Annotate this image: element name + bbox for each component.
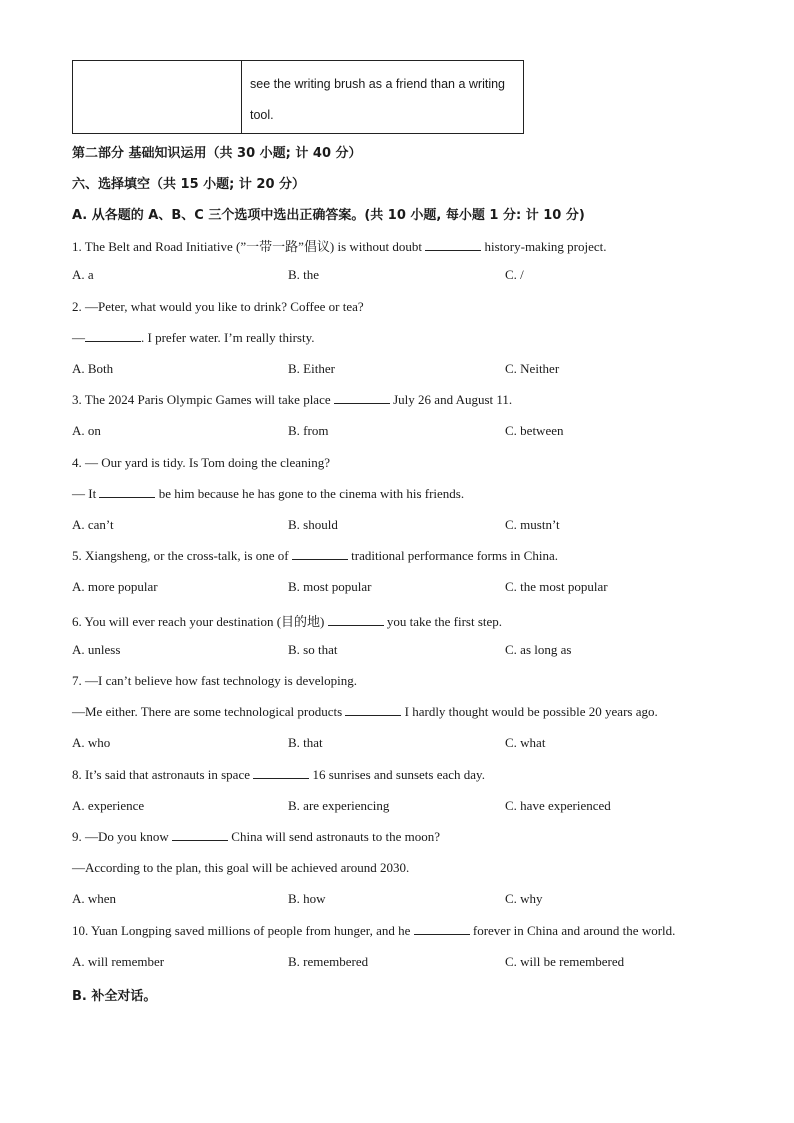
question-2-line1: 2. —Peter, what would you like to drink? Coffee or tea? [72, 299, 364, 314]
question-9-stem: —According to the plan, this goal will be achieved around 2030. [72, 860, 410, 875]
sectionB-heading: B. 补全对话。 [72, 989, 157, 1004]
table-cell-empty [73, 61, 242, 134]
question-8-option-c: C. have experienced [505, 798, 611, 813]
question-1-option-a: A. a [72, 267, 94, 282]
part2-heading: 第二部分 基础知识运用（共 30 小题; 计 40 分） [72, 146, 362, 161]
question-1-stem: 1. The Belt and Road Initiative (”一带一路”倡议) is without doubt history-making project. [72, 239, 607, 254]
question-10-option-b: B. remembered [288, 954, 369, 969]
question-7-option-c: C. what [505, 735, 546, 750]
answer-blank [99, 496, 155, 498]
question-8-stem: 8. It’s said that astronauts in space 16 sunrises and sunsets each day. [72, 767, 485, 782]
question-5-option-c: C. the most popular [505, 579, 608, 594]
question-9-option-c: C. why [505, 891, 543, 906]
question-9-line1: 9. —Do you know China will send astronauts to the moon? [72, 829, 440, 844]
answer-blank [414, 933, 470, 935]
question-1-option-b: B. the [288, 267, 320, 282]
question-4-option-c: C. mustn’t [505, 517, 560, 532]
question-4-stem: — It be him because he has gone to the cinema with his friends. [72, 486, 465, 501]
sectionA-heading: A. 从各题的 A、B、C 三个选项中选出正确答案。(共 10 小题, 每小题 1 分: 计 10 分) [72, 208, 585, 223]
answer-blank [172, 839, 228, 841]
question-4-line1: 4. — Our yard is tidy. Is Tom doing the cleaning? [72, 455, 330, 470]
section6-heading: 六、选择填空（共 15 小题; 计 20 分） [72, 177, 306, 192]
question-7-line1: 7. —I can’t believe how fast technology is developing. [72, 673, 357, 688]
question-3-option-b: B. from [288, 423, 329, 438]
question-7-option-a: A. who [72, 735, 111, 750]
question-3-option-a: A. on [72, 423, 101, 438]
question-6-stem: 6. You will ever reach your destination (目的地) you take the first step. [72, 614, 503, 629]
answer-blank [328, 624, 384, 626]
answer-blank [292, 558, 348, 560]
question-5-option-a: A. more popular [72, 579, 158, 594]
question-6-option-b: B. so that [288, 642, 338, 657]
question-4-option-b: B. should [288, 517, 338, 532]
question-2-option-b: B. Either [288, 361, 335, 376]
question-4-option-a: A. can’t [72, 517, 114, 532]
question-7-stem: —Me either. There are some technological products I hardly thought would be possible 20 years ago. [72, 704, 658, 719]
question-5-stem: 5. Xiangsheng, or the cross-talk, is one of traditional performance forms in China. [72, 548, 558, 563]
question-3-option-c: C. between [505, 423, 564, 438]
answer-blank [425, 249, 481, 251]
continuation-table [72, 60, 524, 134]
question-8-option-b: B. are experiencing [288, 798, 390, 813]
question-8-option-a: A. experience [72, 798, 145, 813]
question-6-option-a: A. unless [72, 642, 121, 657]
answer-blank [345, 714, 401, 716]
question-1-option-c: C. / [505, 267, 524, 282]
table-row [73, 61, 524, 134]
answer-blank [334, 402, 390, 404]
question-5-option-b: B. most popular [288, 579, 372, 594]
question-10-option-a: A. will remember [72, 954, 165, 969]
question-2-option-a: A. Both [72, 361, 114, 376]
question-2-option-c: C. Neither [505, 361, 560, 376]
question-7-option-b: B. that [288, 735, 323, 750]
answer-blank [85, 340, 141, 342]
question-9-option-b: B. how [288, 891, 326, 906]
question-10-stem: 10. Yuan Longping saved millions of people from hunger, and he forever in China and around the world. [72, 923, 676, 938]
question-9-option-a: A. when [72, 891, 117, 906]
question-2-stem: — . I prefer water. I’m really thirsty. [72, 330, 315, 345]
question-6-option-c: C. as long as [505, 642, 572, 657]
question-3-stem: 3. The 2024 Paris Olympic Games will take place July 26 and August 11. [72, 392, 513, 407]
question-10-option-c: C. will be remembered [505, 954, 625, 969]
table-cell-text: see the writing brush as a friend than a writing tool. [242, 61, 524, 134]
answer-blank [253, 777, 309, 779]
